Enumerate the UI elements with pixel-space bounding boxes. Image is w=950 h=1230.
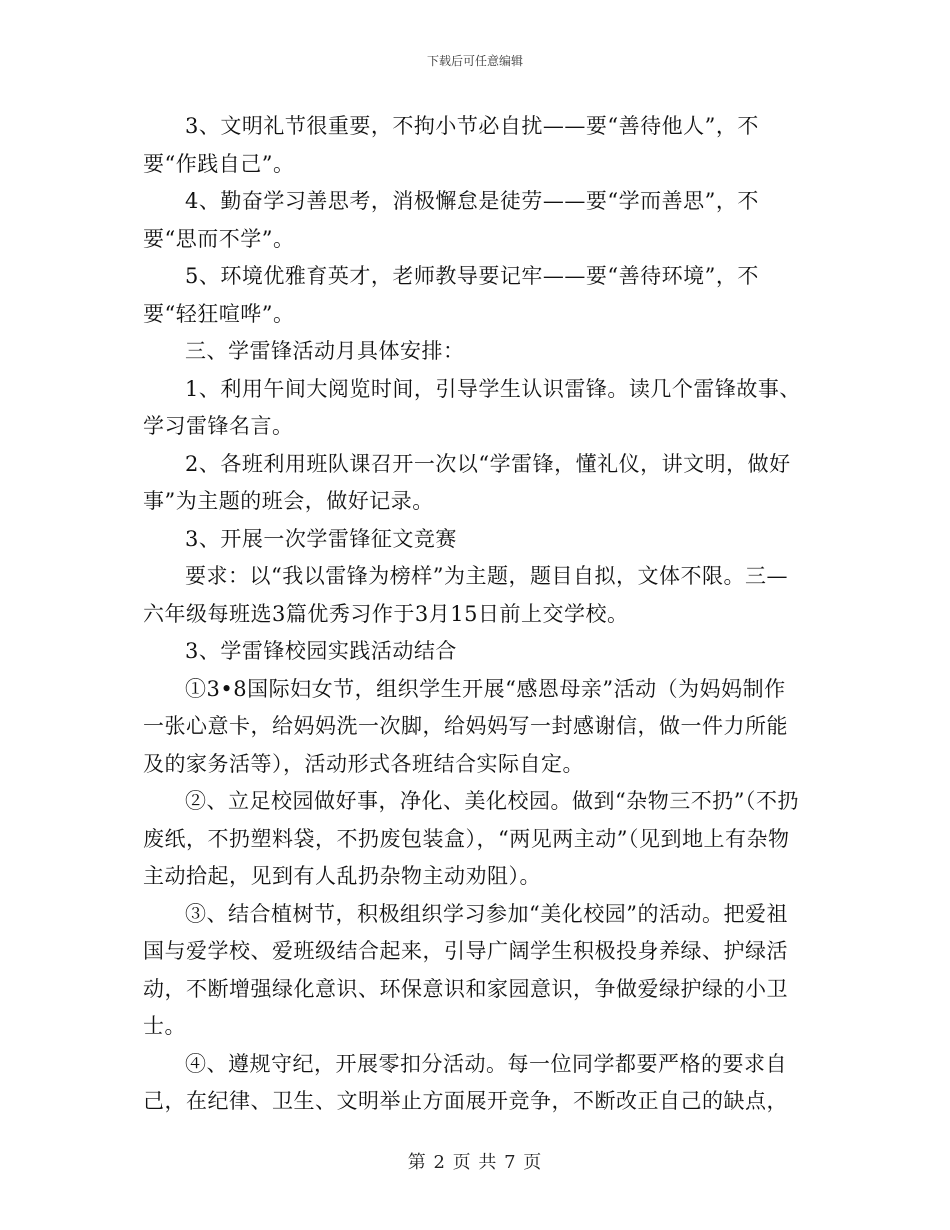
paragraph-1: 3、文明礼节很重要，不拘小节必自扰——要“善待他人”，不要“作践自己”。 bbox=[143, 114, 759, 176]
page-number: 第 2 页 共 7 页 bbox=[407, 1152, 543, 1173]
paragraph-9: 3、学雷锋校园实践活动结合 bbox=[185, 639, 457, 663]
page-header: 下载后可任意编辑 bbox=[426, 54, 523, 68]
paragraph-7: 3、开展一次学雷锋征文竞赛 bbox=[185, 526, 457, 551]
section-heading: 三、学雷锋活动月具体安排： bbox=[185, 339, 465, 363]
paragraph-11: ②、立足校园做好事，净化、美化校园。做到“杂物三不扔”（不扔废纸，不扔塑料袋，不扔废包装盒），“两见两主动”（见到地上有杂物主动拾起，见到有人乱扔杂物主动劝阻）。 bbox=[143, 789, 799, 888]
paragraph-13: ④、遵规守纪，开展零扣分活动。每一位同学都要严格的要求自己，在纪律、卫生、文明举止方面展开竞争，不断改正自己的缺点， bbox=[143, 1051, 788, 1113]
paragraph-2: 4、勤奋学习善思考，消极懈怠是徒劳——要“学而善思”，不要“思而不学”。 bbox=[143, 189, 759, 251]
paragraph-3: 5、环境优雅育英才，老师教导要记牢——要“善待环境”，不要“轻狂喧哗”。 bbox=[143, 264, 759, 326]
paragraph-6: 2、各班利用班队课召开一次以“学雷锋，懂礼仪，讲文明，做好事”为主题的班会，做好记录。 bbox=[143, 451, 791, 513]
paragraph-10: ①3•8国际妇女节，组织学生开展“感恩母亲”活动（为妈妈制作一张心意卡，给妈妈洗一次脚，给妈妈写一封感谢信，做一件力所能及的家务活等），活动形式各班结合实际自定。 bbox=[143, 676, 788, 776]
paragraph-8: 要求：以“我以雷锋为榜样”为主题，题目自拟，文体不限。三—六年级每班选3篇优秀习作于3月15日前上交学校。 bbox=[143, 564, 788, 626]
document-body bbox=[143, 108, 807, 1121]
paragraph-5: 1、利用午间大阅览时间，引导学生认识雷锋。读几个雷锋故事、学习雷锋名言。 bbox=[143, 376, 801, 438]
paragraph-12: ③、结合植树节，积极组织学习参加“美化校园”的活动。把爱祖国与爱学校、爱班级结合起来，引导广阔学生积极投身养绿、护绿活动，不断增强绿化意识、环保意识和家园意识，争做爱绿护绿的小卫士。 bbox=[143, 901, 788, 1038]
